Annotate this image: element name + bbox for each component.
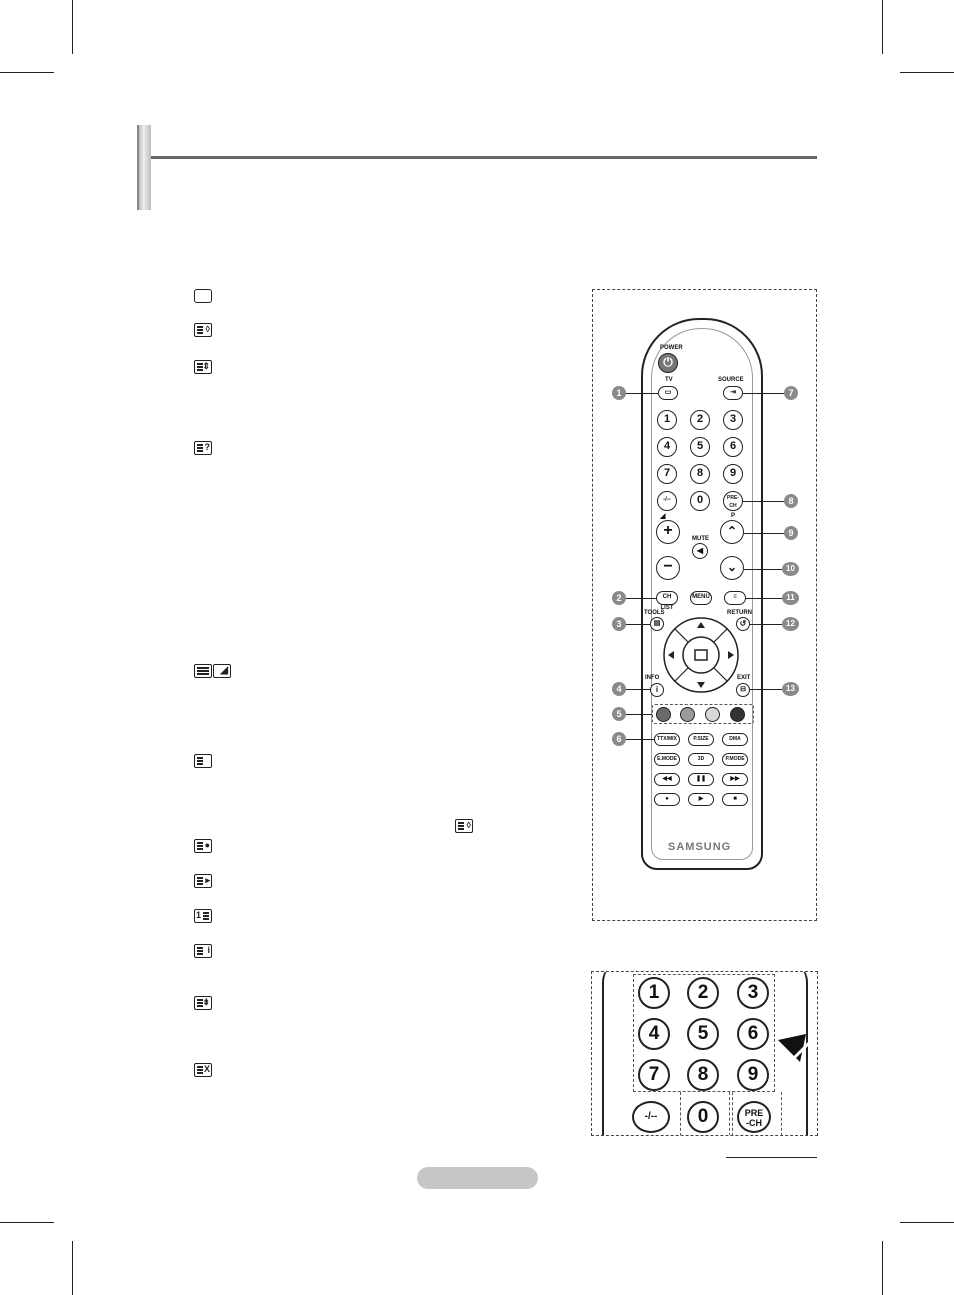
callout-10: 10 [782,562,799,576]
teletext-hold-inline-icon: ◊ [455,819,473,833]
callout-11: 11 [782,591,799,605]
power-label: POWER [660,345,683,351]
pointer-arrow-icon [776,1032,812,1068]
info-button[interactable]: i [650,683,664,697]
callout-13: 13 [782,682,799,696]
callout-2: 2 [612,591,626,605]
crop-mark [72,0,73,54]
zoom-digit-2[interactable]: 2 [687,977,719,1009]
ttx-mix-button[interactable]: TTX/MIX [654,733,680,746]
menu-button[interactable]: MENU [690,591,712,605]
remote-digit-4[interactable]: 4 [657,437,677,457]
red-key[interactable] [656,707,671,722]
leader-line [743,393,784,394]
chlist-button[interactable]: CH LIST [656,591,678,605]
stop-button[interactable]: ■ [722,793,748,806]
dma-button[interactable]: DMA [722,733,748,746]
leader-line [750,624,782,625]
guide-button[interactable]: ≡ [724,591,746,605]
header-rule [151,156,817,159]
tools-label: TOOLS [644,610,665,616]
return-label: RETURN [727,610,752,616]
continued-rule [726,1157,817,1158]
exit-label: EXIT [737,675,751,681]
leader-line [743,501,784,502]
mute-label: MUTE [692,536,709,542]
channel-down-button[interactable]: ⌄ [720,556,744,580]
volume-icon: ◢ [660,513,666,520]
header-bar [137,125,151,210]
leader-line [626,393,658,394]
tv-mode-icon [194,289,212,303]
teletext-info-icon: i [194,944,212,958]
teletext-store-icon: ● [194,839,212,853]
remote-digit-8[interactable]: 8 [690,464,710,484]
leader-line [626,689,650,690]
fast-forward-button[interactable]: ▶▶ [722,773,748,786]
threed-button[interactable]: 3D [688,753,714,766]
tv-label: TV [665,377,673,383]
callout-7: 7 [784,386,798,400]
remote-dash-button[interactable]: -/-- [657,491,677,511]
callout-3: 3 [612,617,626,631]
teletext-subpage-icon [194,754,212,768]
blue-key[interactable] [730,707,745,722]
zoom-digit-8[interactable]: 8 [687,1059,719,1091]
volume-down-button[interactable]: − [656,556,680,580]
channel-up-button[interactable]: ⌃ [720,520,744,544]
teletext-index-icon: ▸ [194,874,212,888]
leader-line [626,624,650,625]
leader-line [626,714,652,715]
rewind-button[interactable]: ◀◀ [654,773,680,786]
crop-mark [882,0,883,54]
callout-8: 8 [784,494,798,508]
callout-9: 9 [784,526,798,540]
teletext-reveal-icon: ? [194,441,212,455]
remote-digit-3[interactable]: 3 [723,410,743,430]
source-button[interactable]: ⇥ [723,386,743,400]
zoom-digit-4[interactable]: 4 [638,1018,670,1050]
crop-mark [72,1241,73,1295]
pmode-button[interactable]: P.MODE [722,753,748,766]
teletext-list-icon: 1 [194,909,212,923]
mute-button[interactable]: ◀ [692,543,708,559]
leader-line [744,533,784,534]
teletext-size-icon: ⇕ [194,360,212,374]
tools-button[interactable]: ▤ [650,617,664,631]
remote-digit-6[interactable]: 6 [723,437,743,457]
crop-mark [0,72,54,73]
yellow-key[interactable] [705,707,720,722]
remote-digit-0[interactable]: 0 [690,491,710,511]
zoom-pre-label: PRE [744,1108,764,1118]
remote-digit-7[interactable]: 7 [657,464,677,484]
exit-button[interactable]: ⊟ [736,683,750,697]
teletext-cancel-icon: ⇟ [194,996,212,1010]
zoom-ch-label: -CH [746,1118,762,1128]
teletext-exit-icon: X [194,1063,212,1077]
crop-mark [0,1222,54,1223]
play-button[interactable]: ▶ [688,793,714,806]
callout-12: 12 [782,617,799,631]
crop-mark [900,1222,954,1223]
callout-6: 6 [612,732,626,746]
zoom-dash-button[interactable]: -/-- [632,1101,670,1133]
teletext-hold-icon: ◊ [194,323,212,337]
remote-digit-5[interactable]: 5 [690,437,710,457]
callout-5: 5 [612,707,626,721]
volume-up-button[interactable]: + [656,520,680,544]
remote-digit-9[interactable]: 9 [723,464,743,484]
remote-digit-1[interactable]: 1 [657,410,677,430]
dpad[interactable] [662,616,740,694]
record-button[interactable]: ● [654,793,680,806]
callout-1: 1 [612,386,626,400]
remote-digit-2[interactable]: 2 [690,410,710,430]
leader-line [746,598,782,599]
page-number-pill [417,1167,538,1189]
leader-line [750,689,782,690]
callout-4: 4 [612,682,626,696]
info-label: INFO [645,675,660,681]
teletext-mix-icon: ◢ [213,664,231,678]
pause-button[interactable]: ❚❚ [688,773,714,786]
zoom-prech-button[interactable] [737,1101,771,1133]
remote-prech-button[interactable]: PRE-CH [723,491,743,511]
leader-line [744,569,782,570]
crop-mark [900,72,954,73]
leader-line [626,739,654,740]
teletext-on-icon [194,664,212,678]
zoom-digit-7[interactable]: 7 [638,1059,670,1091]
zoom-digit-3[interactable]: 3 [737,977,769,1009]
zoom-digit-6[interactable]: 6 [737,1018,769,1050]
leader-line [626,598,656,599]
zoom-digit-9[interactable]: 9 [737,1059,769,1091]
p-label: P [731,513,736,519]
crop-mark [882,1241,883,1295]
zoom-remote-edge-left [602,971,622,1136]
green-key[interactable] [680,707,695,722]
return-button[interactable]: ↺ [736,617,750,631]
zoom-digit-1[interactable]: 1 [638,977,670,1009]
psize-button[interactable]: P.SIZE [688,733,714,746]
tv-button[interactable]: ▭ [658,386,678,400]
power-button[interactable]: ⏻ [658,353,678,373]
emode-button[interactable]: E.MODE [654,753,680,766]
zoom-digit-5[interactable]: 5 [687,1018,719,1050]
source-label: SOURCE [718,377,744,383]
zoom-digit-0[interactable]: 0 [687,1101,719,1133]
brand-logo: SAMSUNG [668,841,732,853]
